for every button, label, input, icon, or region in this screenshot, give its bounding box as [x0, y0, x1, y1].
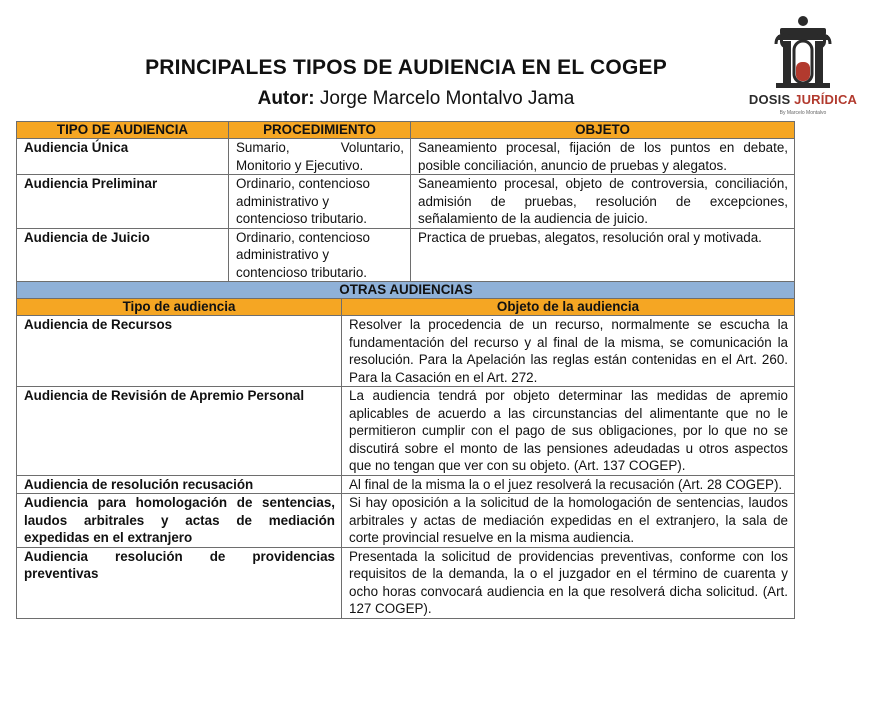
objeto-cell: La audiencia tendrá por objeto determinar las medidas de apremio aplicables de acuerdo a las circunstancias del alimentante que no le permitieron cumplir con el pago de sus obligaciones, por lo que no se discutirá sobre el monto de las pensiones adeudadas u otros aspectos que no tengan que ver con su objeto. (Art. 137 COGEP).	[342, 387, 795, 476]
objeto-cell: Si hay oposición a la solicitud de la homologación de sentencias, laudos arbitrales y actas de mediación expedidas en el extranjero, la sala de corte provincial resuelve en la misma audiencia.	[342, 494, 795, 548]
table2-header-row	[17, 299, 795, 316]
tipo-cell: Audiencia Única	[17, 139, 229, 175]
page-title: PRINCIPALES TIPOS DE AUDIENCIA EN EL COGEP	[145, 56, 667, 79]
objeto-cell: Resolver la procedencia de un recurso, normalmente se escucha la fundamentación del recurso y al final de la misma, se comunicación la resolución. Para la Apelación las reglas están contenidas en el Art. 260. Para la Casación en el Art. 272.	[342, 316, 795, 387]
procedimiento-cell: Ordinario, contencioso administrativo y contencioso tributario.	[229, 228, 411, 282]
column-logo-icon	[742, 14, 864, 94]
table-row	[17, 228, 795, 282]
tipo-cell: Audiencia de resolución recusación	[17, 475, 342, 494]
author-label: Autor:	[257, 88, 315, 109]
objeto-cell: Presentada la solicitud de providencias preventivas, conforme con los requisitos de la demanda, la o el juzgador en el término de cuarenta y ocho horas convocará audiencia en la que resolverá dicha solicitud. (Art. 127 COGEP).	[342, 547, 795, 618]
table-row	[17, 547, 795, 618]
author-line	[0, 88, 832, 110]
tipo-cell: Audiencia Preliminar	[17, 175, 229, 229]
objeto-cell: Practica de pruebas, alegatos, resolución oral y motivada.	[411, 228, 795, 282]
objeto-cell: Saneamiento procesal, objeto de controversia, conciliación, admisión de pruebas, resolución de excepciones, señalamiento de la audiencia de juicio.	[411, 175, 795, 229]
section-title: OTRAS AUDIENCIAS	[17, 282, 795, 299]
table-row	[17, 175, 795, 229]
table-row	[17, 316, 795, 387]
section-row	[17, 282, 795, 299]
logo	[742, 14, 864, 120]
procedimiento-cell: Sumario, Voluntario, Monitorio y Ejecutivo.	[229, 139, 411, 175]
tipo-cell: Audiencia de Juicio	[17, 228, 229, 282]
objeto-cell: Saneamiento procesal, fijación de los puntos en debate, posible conciliación, anuncio de pruebas y alegatos.	[411, 139, 795, 175]
table-row	[17, 494, 795, 548]
tipo-cell: Audiencia para homologación de sentencias, laudos arbitrales y actas de mediación expedidas en el extranjero	[17, 494, 342, 548]
tipo-cell: Audiencia de Revisión de Apremio Personal	[17, 387, 342, 476]
logo-tagline: By Marcelo Montalvo	[779, 110, 827, 116]
header-objeto-audiencia: Objeto de la audiencia	[342, 299, 795, 316]
table-row	[17, 139, 795, 175]
audiencias-table	[16, 121, 795, 619]
table1-header-row	[17, 122, 795, 139]
table-row	[17, 387, 795, 476]
tipo-cell: Audiencia resolución de providencias preventivas	[17, 547, 342, 618]
header-procedimiento: PROCEDIMIENTO	[229, 122, 411, 139]
header-tipo-audiencia: Tipo de audiencia	[17, 299, 342, 316]
objeto-cell: Al final de la misma la o el juez resolverá la recusación (Art. 28 COGEP).	[342, 475, 795, 494]
author-name: Jorge Marcelo Montalvo Jama	[319, 88, 575, 109]
header-objeto: OBJETO	[411, 122, 795, 139]
header-tipo: TIPO DE AUDIENCIA	[17, 122, 229, 139]
tipo-cell: Audiencia de Recursos	[17, 316, 342, 387]
table-row	[17, 475, 795, 494]
procedimiento-cell: Ordinario, contencioso administrativo y contencioso tributario.	[229, 175, 411, 229]
logo-wordmark: DOSIS JURÍDICA	[748, 92, 858, 107]
